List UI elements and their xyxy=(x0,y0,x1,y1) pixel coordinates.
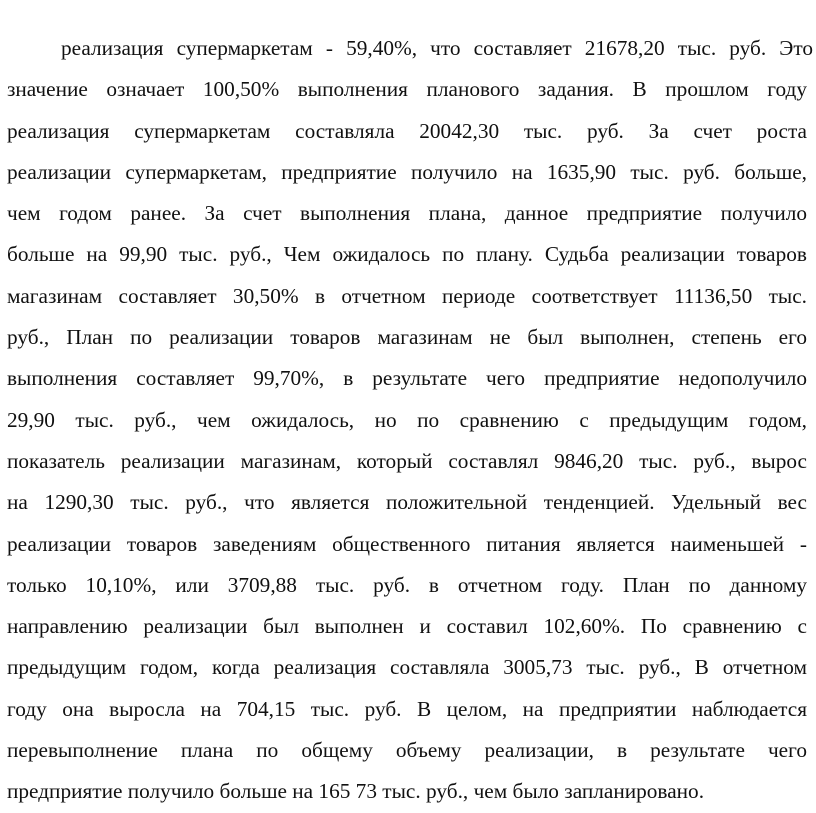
body-paragraph xyxy=(0,28,816,813)
text-line: реализация супермаркетам - 59,40%, что составляет 21678,20 тыс. руб. Это xyxy=(61,36,813,60)
text-line: предприятие получило больше на 165 73 тыс. руб., чем было запланировано. xyxy=(7,779,705,804)
text-line: реализации супермаркетам, предприятие получило на 1635,90 тыс. руб. больше, xyxy=(7,159,807,184)
text-line: году она выросла на 704,15 тыс. руб. В целом, на предприятии наблюдается xyxy=(7,696,807,721)
text-line: только 10,10%, или 3709,88 тыс. руб. в отчетном году. План по данному xyxy=(7,572,807,597)
text-line: показатель реализации магазинам, который составлял 9846,20 тыс. руб., вырос xyxy=(7,448,807,473)
text-line: реализация супермаркетам составляла 20042,30 тыс. руб. За счет роста xyxy=(7,118,807,143)
text-line: больше на 99,90 тыс. руб., Чем ожидалось по плану. Судьба реализации товаров xyxy=(7,242,807,267)
text-line: предыдущим годом, когда реализация составляла 3005,73 тыс. руб., В отчетном xyxy=(7,655,807,680)
text-line: чем годом ранее. За счет выполнения плана, данное предприятие получило xyxy=(7,201,807,226)
text-line: реализации товаров заведениям общественного питания является наименьшей - xyxy=(7,531,807,556)
text-line: на 1290,30 тыс. руб., что является положительной тенденцией. Удельный вес xyxy=(7,490,807,515)
text-line: значение означает 100,50% выполнения планового задания. В прошлом году xyxy=(7,77,807,102)
text-line: направлению реализации был выполнен и составил 102,60%. По сравнению с xyxy=(7,614,807,639)
text-line: перевыполнение плана по общему объему реализации, в результате чего xyxy=(7,738,807,763)
text-line: 29,90 тыс. руб., чем ожидалось, но по сравнению с предыдущим годом, xyxy=(7,407,807,432)
text-line: выполнения составляет 99,70%, в результате чего предприятие недополучило xyxy=(7,366,807,391)
text-line: руб., План по реализации товаров магазинам не был выполнен, степень его xyxy=(7,325,807,350)
text-line: магазинам составляет 30,50% в отчетном периоде соответствует 11136,50 тыс. xyxy=(7,283,807,308)
